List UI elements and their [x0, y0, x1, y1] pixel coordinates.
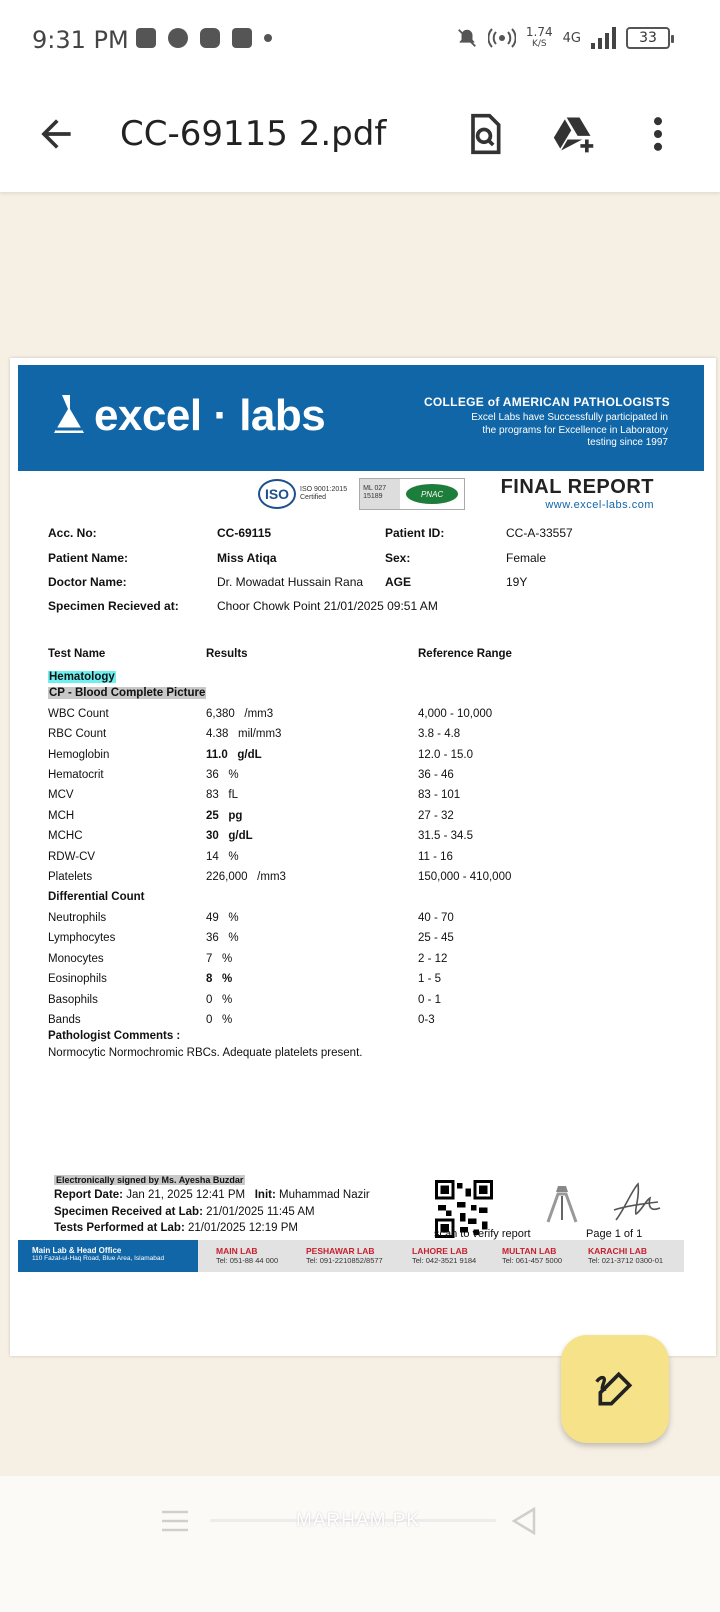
- net-speed-unit: K/S: [531, 39, 547, 49]
- pathologist-stamp-icon: [542, 1182, 582, 1226]
- patient-id-label: Patient ID:: [385, 526, 445, 540]
- test-range: 2 - 12: [418, 953, 448, 965]
- performed-label: Tests Performed at Lab:: [54, 1222, 185, 1234]
- received-label: Specimen Received at Lab:: [54, 1206, 203, 1218]
- differential-heading: Differential Count: [48, 891, 145, 903]
- pnac-code-2: 15189: [363, 493, 383, 500]
- scan-to-verify: scan to verify report: [434, 1228, 531, 1240]
- page-indicator: Page 1 of 1: [586, 1228, 643, 1240]
- table-row: [48, 728, 668, 746]
- test-name: Hemoglobin: [48, 749, 110, 761]
- init-value: Muhammad Nazir: [279, 1189, 370, 1201]
- iso-label: ISO: [258, 479, 296, 509]
- test-result: 0: [206, 994, 213, 1006]
- notification-icon: [136, 28, 156, 48]
- test-unit: %: [222, 1014, 233, 1026]
- test-name: MCH: [48, 810, 75, 822]
- hotspot-icon: [488, 27, 516, 49]
- patient-id-value: CC-A-33557: [506, 526, 573, 540]
- specimen-value: Choor Chowk Point 21/01/2025 09:51 AM: [217, 599, 438, 613]
- header-results: Results: [206, 648, 248, 660]
- received-value: 21/01/2025 11:45 AM: [206, 1206, 315, 1218]
- chrome-icon: [168, 28, 188, 48]
- doctor-value: Dr. Mowadat Hussain Rana: [217, 575, 364, 589]
- subsection-title: CP - Blood Complete Picture: [49, 687, 206, 699]
- test-range: 1 - 5: [418, 973, 442, 985]
- lab-name: KARACHI LAB: [588, 1246, 648, 1256]
- certifications: [258, 478, 465, 510]
- comments-text: Normocytic Normochromic RBCs. Adequate platelets present.: [48, 1047, 363, 1059]
- lab-tel: Tel: 042-3521 9184: [412, 1256, 477, 1265]
- footer-lab: [216, 1246, 278, 1265]
- test-range: 11 - 16: [418, 851, 453, 863]
- net-speed: [526, 26, 553, 50]
- website: www.excel-labs.com: [545, 499, 654, 511]
- doctor-label: Doctor Name:: [48, 575, 127, 589]
- signature-icon: [610, 1176, 666, 1226]
- test-unit: pg: [228, 810, 243, 822]
- test-name: MCV: [48, 789, 74, 801]
- test-name: RBC Count: [48, 728, 107, 740]
- test-range: 40 - 70: [418, 912, 454, 924]
- test-unit: g/dL: [237, 749, 262, 761]
- table-row: [48, 789, 668, 807]
- test-name: Basophils: [48, 994, 98, 1006]
- specimen-label: Specimen Recieved at:: [48, 599, 179, 613]
- test-unit: %: [228, 851, 239, 863]
- pnac-badge: [359, 478, 465, 510]
- lab-name: LAHORE LAB: [412, 1246, 468, 1256]
- acc-label: Acc. No:: [48, 526, 97, 540]
- status-right-icons: [456, 26, 670, 50]
- iso-caption-2: Certified: [300, 494, 327, 501]
- table-row: [48, 871, 668, 889]
- edit-pen-icon: [593, 1367, 637, 1411]
- test-range: 31.5 - 34.5: [418, 830, 473, 842]
- report-footer: [18, 1240, 684, 1272]
- mute-icon: [456, 27, 478, 49]
- signal-icon: [591, 27, 616, 49]
- table-row: [48, 830, 668, 848]
- comments-label: Pathologist Comments :: [48, 1030, 181, 1042]
- patient-name-value: Miss Atiqa: [217, 551, 277, 565]
- test-name: RDW-CV: [48, 851, 96, 863]
- test-result: 14: [206, 851, 219, 863]
- test-result: 11.0: [206, 749, 228, 761]
- test-range: 25 - 45: [418, 932, 454, 944]
- lab-name: MAIN LAB: [216, 1246, 258, 1256]
- final-report-heading: [501, 476, 654, 511]
- report-date: [54, 1189, 370, 1201]
- file-title: CC-69115 2.pdf: [120, 114, 387, 154]
- table-row: [48, 912, 668, 930]
- youtube-icon: [200, 28, 220, 48]
- test-result: 25: [206, 810, 219, 822]
- test-range: 27 - 32: [418, 810, 454, 822]
- section-title: Hematology: [49, 671, 115, 683]
- subsection-cbc: [48, 687, 668, 705]
- accreditation-line-3: testing since 1997: [587, 437, 668, 448]
- test-result: 36: [206, 769, 219, 781]
- test-unit: %: [228, 912, 239, 924]
- status-left-icons: [136, 28, 272, 48]
- sex-value: Female: [506, 551, 547, 565]
- sex-label: Sex:: [385, 551, 411, 565]
- test-result: 6,380: [206, 708, 235, 720]
- report-date-value: Jan 21, 2025 12:41 PM: [126, 1189, 246, 1201]
- test-range: 4,000 - 10,000: [418, 708, 493, 720]
- system-nav-bar: [0, 1476, 720, 1612]
- test-name: Neutrophils: [48, 912, 107, 924]
- test-range: 36 - 46: [418, 769, 454, 781]
- test-unit: %: [228, 769, 239, 781]
- performed-value: 21/01/2025 12:19 PM: [188, 1222, 298, 1234]
- test-range: 150,000 - 410,000: [418, 871, 512, 883]
- test-result: 36: [206, 932, 219, 944]
- test-result: 83: [206, 789, 219, 801]
- test-name: Bands: [48, 1014, 81, 1026]
- test-unit: mil/mm3: [237, 728, 282, 740]
- iso-caption: ISO 9001:2015: [300, 486, 348, 493]
- test-unit: g/dL: [228, 830, 253, 842]
- header-reference-range: Reference Range: [418, 648, 512, 660]
- accreditation-line-2: the programs for Excellence in Laboratory: [482, 425, 668, 436]
- back-nav-icon[interactable]: [510, 1506, 538, 1536]
- status-bar: [0, 0, 720, 80]
- lab-name: MULTAN LAB: [502, 1246, 557, 1256]
- lab-tel: Tel: 051-88 44 000: [216, 1256, 279, 1265]
- net-speed-value: 1.74: [525, 25, 553, 39]
- test-name: Eosinophils: [48, 973, 107, 985]
- final-report-title: FINAL REPORT: [500, 476, 654, 498]
- test-name: Lymphocytes: [48, 932, 116, 944]
- acc-value: CC-69115: [217, 526, 272, 540]
- pnac-label: PNAC: [406, 484, 458, 504]
- received-at-lab: [54, 1206, 315, 1218]
- test-name: MCHC: [48, 830, 83, 842]
- results-table-header: [48, 648, 668, 666]
- dot-icon: [264, 34, 272, 42]
- excel-labs-logo-icon: [52, 393, 88, 437]
- patient-name-label: Patient Name:: [48, 551, 129, 565]
- table-row: [48, 994, 668, 1012]
- pathologist-comments-text: [48, 1047, 668, 1065]
- table-row: [48, 749, 668, 767]
- accreditation-line-1: Excel Labs have Successfully participated in: [471, 412, 668, 423]
- table-row: [48, 708, 668, 726]
- report-date-label: Report Date:: [54, 1189, 124, 1201]
- test-range: 3.8 - 4.8: [418, 728, 461, 740]
- more-vert-icon[interactable]: [636, 112, 680, 156]
- test-unit: /mm3: [257, 871, 286, 883]
- test-result: 49: [206, 912, 219, 924]
- table-row: [48, 769, 668, 787]
- report-banner: [18, 365, 704, 471]
- test-result: 226,000: [206, 871, 248, 883]
- lab-name: PESHAWAR LAB: [306, 1246, 375, 1256]
- main-office-title: Main Lab & Head Office: [32, 1246, 122, 1255]
- init-label: Init:: [254, 1189, 276, 1201]
- battery-level: 33: [639, 30, 657, 46]
- search-document-icon[interactable]: [462, 112, 506, 156]
- signed-by: Electronically signed by Ms. Ayesha Buzdar: [56, 1175, 244, 1185]
- pdf-page[interactable]: [10, 358, 716, 1356]
- differential-title: [48, 891, 668, 909]
- drive-add-icon[interactable]: [552, 112, 596, 156]
- test-result: 4.38: [206, 728, 229, 740]
- edit-fab-button[interactable]: [561, 1335, 669, 1443]
- test-result: 30: [206, 830, 219, 842]
- logo-text: excel · labs: [94, 391, 326, 440]
- menu-nav-icon[interactable]: [160, 1506, 190, 1536]
- watermark: MARHAM.PK: [296, 1510, 421, 1531]
- back-arrow-icon[interactable]: [34, 112, 78, 156]
- test-unit: %: [228, 932, 239, 944]
- app-icon: [232, 28, 252, 48]
- age-value: 19Y: [506, 575, 528, 589]
- test-range: 83 - 101: [418, 789, 461, 801]
- iso-badge: [258, 479, 347, 509]
- test-unit: fL: [228, 789, 238, 801]
- status-time: 9:31 PM: [32, 26, 129, 54]
- pathologist-comments-label: [48, 1030, 668, 1048]
- test-result: 8: [206, 973, 213, 985]
- lab-tel: Tel: 091-2210852/8577: [306, 1256, 383, 1265]
- test-result: 0: [206, 1014, 213, 1026]
- main-office-address: 110 Fazal-ul-Haq Road, Blue Area, Islamabad: [32, 1255, 165, 1262]
- test-name: WBC Count: [48, 708, 109, 720]
- footer-lab: [588, 1246, 663, 1265]
- age-label: AGE: [385, 575, 412, 589]
- test-name: Platelets: [48, 871, 93, 883]
- performed-at-lab: [54, 1222, 298, 1234]
- test-unit: /mm3: [244, 708, 274, 720]
- app-bar: [0, 80, 720, 192]
- table-row: [48, 973, 668, 991]
- table-row: [48, 810, 668, 828]
- table-row: [48, 851, 668, 869]
- test-unit: %: [222, 994, 233, 1006]
- test-result: 7: [206, 953, 213, 965]
- test-unit: %: [222, 953, 233, 965]
- table-row: [48, 932, 668, 950]
- footer-lab: [502, 1246, 562, 1265]
- test-name: Hematocrit: [48, 769, 104, 781]
- test-name: Monocytes: [48, 953, 104, 965]
- test-range: 12.0 - 15.0: [418, 749, 473, 761]
- pnac-code: ML 027: [363, 485, 387, 492]
- battery-icon: [626, 27, 670, 49]
- footer-lab: [412, 1246, 476, 1265]
- footer-lab: [306, 1246, 383, 1265]
- table-row: [48, 953, 668, 971]
- header-test-name: Test Name: [48, 648, 106, 660]
- lab-tel: Tel: 061-457 5000: [502, 1256, 563, 1265]
- test-range: 0-3: [418, 1014, 435, 1026]
- accreditation-title: COLLEGE of AMERICAN PATHOLOGISTS: [423, 395, 670, 409]
- test-range: 0 - 1: [418, 994, 442, 1006]
- test-unit: %: [222, 973, 233, 985]
- footer-main-office: [18, 1240, 198, 1272]
- network-type: 4G: [562, 30, 581, 46]
- lab-tel: Tel: 021-3712 0300-01: [588, 1256, 664, 1265]
